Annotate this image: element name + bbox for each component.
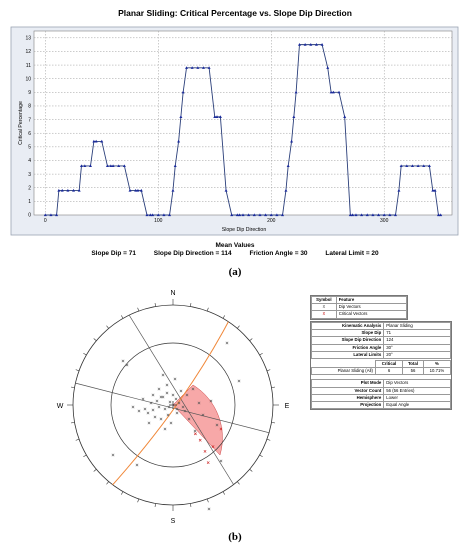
azimuth-tick	[190, 503, 191, 506]
azimuth-tick	[138, 499, 139, 502]
azimuth-tick	[207, 308, 208, 311]
plot-info-label: Hemisphere	[312, 394, 384, 401]
plot-info-label: Projection	[312, 402, 384, 409]
y-tick-label: 0	[28, 212, 31, 219]
azimuth-tick	[223, 315, 225, 318]
azimuth-tick	[237, 482, 239, 485]
analysis-label: Friction Angle	[312, 344, 384, 351]
azimuth-tick	[83, 455, 86, 457]
figure-b	[0, 285, 470, 550]
south-label: S	[170, 518, 176, 525]
azimuth-tick	[106, 326, 108, 329]
azimuth-tick	[155, 303, 156, 306]
azimuth-tick	[237, 326, 239, 329]
mean-slope-dip: Slope Dip = 71	[91, 250, 136, 257]
azimuth-tick	[83, 353, 86, 355]
mean-lateral-limit: Lateral Limit = 20	[325, 250, 379, 257]
y-tick-label: 11	[25, 62, 31, 69]
y-tick-label: 8	[28, 103, 31, 110]
plot-info-label: Plot Mode	[312, 380, 384, 387]
legend-feature-header: Feature	[336, 297, 406, 304]
azimuth-tick	[223, 492, 225, 495]
azimuth-tick	[94, 469, 97, 471]
y-tick-label: 7	[28, 117, 31, 124]
legend-dip-vectors: Dip Vectors	[336, 304, 406, 311]
azimuth-tick	[260, 353, 263, 355]
azimuth-tick	[76, 370, 79, 371]
dip-vector-symbol: x	[322, 304, 326, 311]
chart-title: Planar Sliding: Critical Percentage vs. Slope Dip Direction	[118, 8, 352, 18]
critical-header: Critical	[375, 361, 402, 368]
percent-header: %	[423, 361, 450, 368]
analysis-label: Slope Dip	[312, 330, 384, 337]
y-tick-label: 1	[28, 199, 31, 206]
azimuth-tick	[71, 387, 74, 388]
plot-info-label: Vector Count	[312, 387, 384, 394]
legend-symbol-header: Symbol	[312, 297, 337, 304]
y-tick-label: 5	[28, 144, 31, 151]
analysis-value: 20°	[384, 351, 451, 358]
critical-table	[311, 360, 451, 375]
total-count: 56	[403, 368, 424, 375]
azimuth-tick	[121, 492, 123, 495]
legend-critical-vectors: Critical Vectors	[336, 311, 406, 318]
azimuth-tick	[76, 439, 79, 440]
analysis-value: 71	[384, 330, 451, 337]
x-axis-label: Slope Dip Direction	[221, 227, 267, 233]
azimuth-tick	[250, 338, 253, 340]
analysis-table	[311, 322, 451, 359]
analysis-value: Planar Sliding	[384, 323, 451, 330]
plot-info-value: Dip Vectors	[384, 380, 451, 387]
west-label: W	[56, 403, 64, 410]
azimuth-tick	[106, 482, 108, 485]
y-tick-label: 10	[25, 76, 31, 83]
y-tick-label: 13	[25, 35, 31, 42]
analysis-label: Kinematic Analysis	[312, 323, 384, 330]
azimuth-tick	[207, 499, 208, 502]
analysis-panel	[310, 321, 452, 410]
figure-a-label: (a)	[228, 266, 242, 278]
analysis-label: Slope Dip Direction	[312, 337, 384, 344]
mean-values	[0, 250, 470, 257]
y-tick-label: 9	[28, 90, 31, 97]
plot-info-value: 56 (56 Entries)	[384, 387, 451, 394]
azimuth-tick	[94, 338, 97, 340]
y-tick-label: 3	[28, 171, 31, 178]
azimuth-tick	[271, 422, 274, 423]
east-label: E	[284, 403, 290, 410]
azimuth-tick	[271, 387, 274, 388]
azimuth-tick	[155, 503, 156, 506]
azimuth-tick	[138, 308, 139, 311]
azimuth-tick	[267, 370, 270, 371]
critical-count: 6	[375, 368, 402, 375]
azimuth-tick	[267, 439, 270, 440]
figure-b-label: (b)	[228, 531, 242, 543]
mean-slope-dip-direction: Slope Dip Direction = 114	[153, 250, 232, 257]
analysis-value: 124	[384, 337, 451, 344]
analysis-label: Lateral Limits	[312, 351, 384, 358]
azimuth-tick	[71, 422, 74, 423]
mean-values-title: Mean Values	[215, 242, 255, 249]
plot-info-value: Equal Angle	[384, 402, 451, 409]
plot-area	[34, 31, 452, 215]
x-tick-label: 300	[380, 218, 389, 224]
legend-table	[311, 296, 407, 319]
y-tick-label: 2	[28, 185, 31, 192]
mean-friction-angle: Friction Angle = 30	[249, 250, 308, 257]
x-tick-label: 200	[267, 218, 276, 224]
plot-info-table	[311, 379, 451, 409]
north-label: N	[170, 290, 176, 297]
azimuth-tick	[250, 469, 253, 471]
y-tick-label: 6	[28, 130, 31, 137]
y-tick-label: 4	[28, 158, 31, 165]
analysis-value: 30°	[384, 344, 451, 351]
legend-panel	[310, 295, 408, 320]
azimuth-tick	[190, 303, 191, 306]
azimuth-tick	[260, 455, 263, 457]
plot-info-value: Lower	[384, 394, 451, 401]
y-tick-label: 12	[25, 49, 31, 56]
azimuth-tick	[121, 315, 123, 318]
stereonet	[0, 285, 300, 535]
x-tick-label: 0	[43, 218, 47, 224]
y-axis-label: Critical Percentage	[18, 101, 24, 145]
critical-vector-symbol: x	[322, 311, 326, 318]
x-tick-label: 100	[154, 218, 163, 224]
total-header: Total	[403, 361, 424, 368]
critical-row-label: Planar Sliding (All)	[312, 368, 376, 375]
critical-percent: 10.71%	[423, 368, 450, 375]
